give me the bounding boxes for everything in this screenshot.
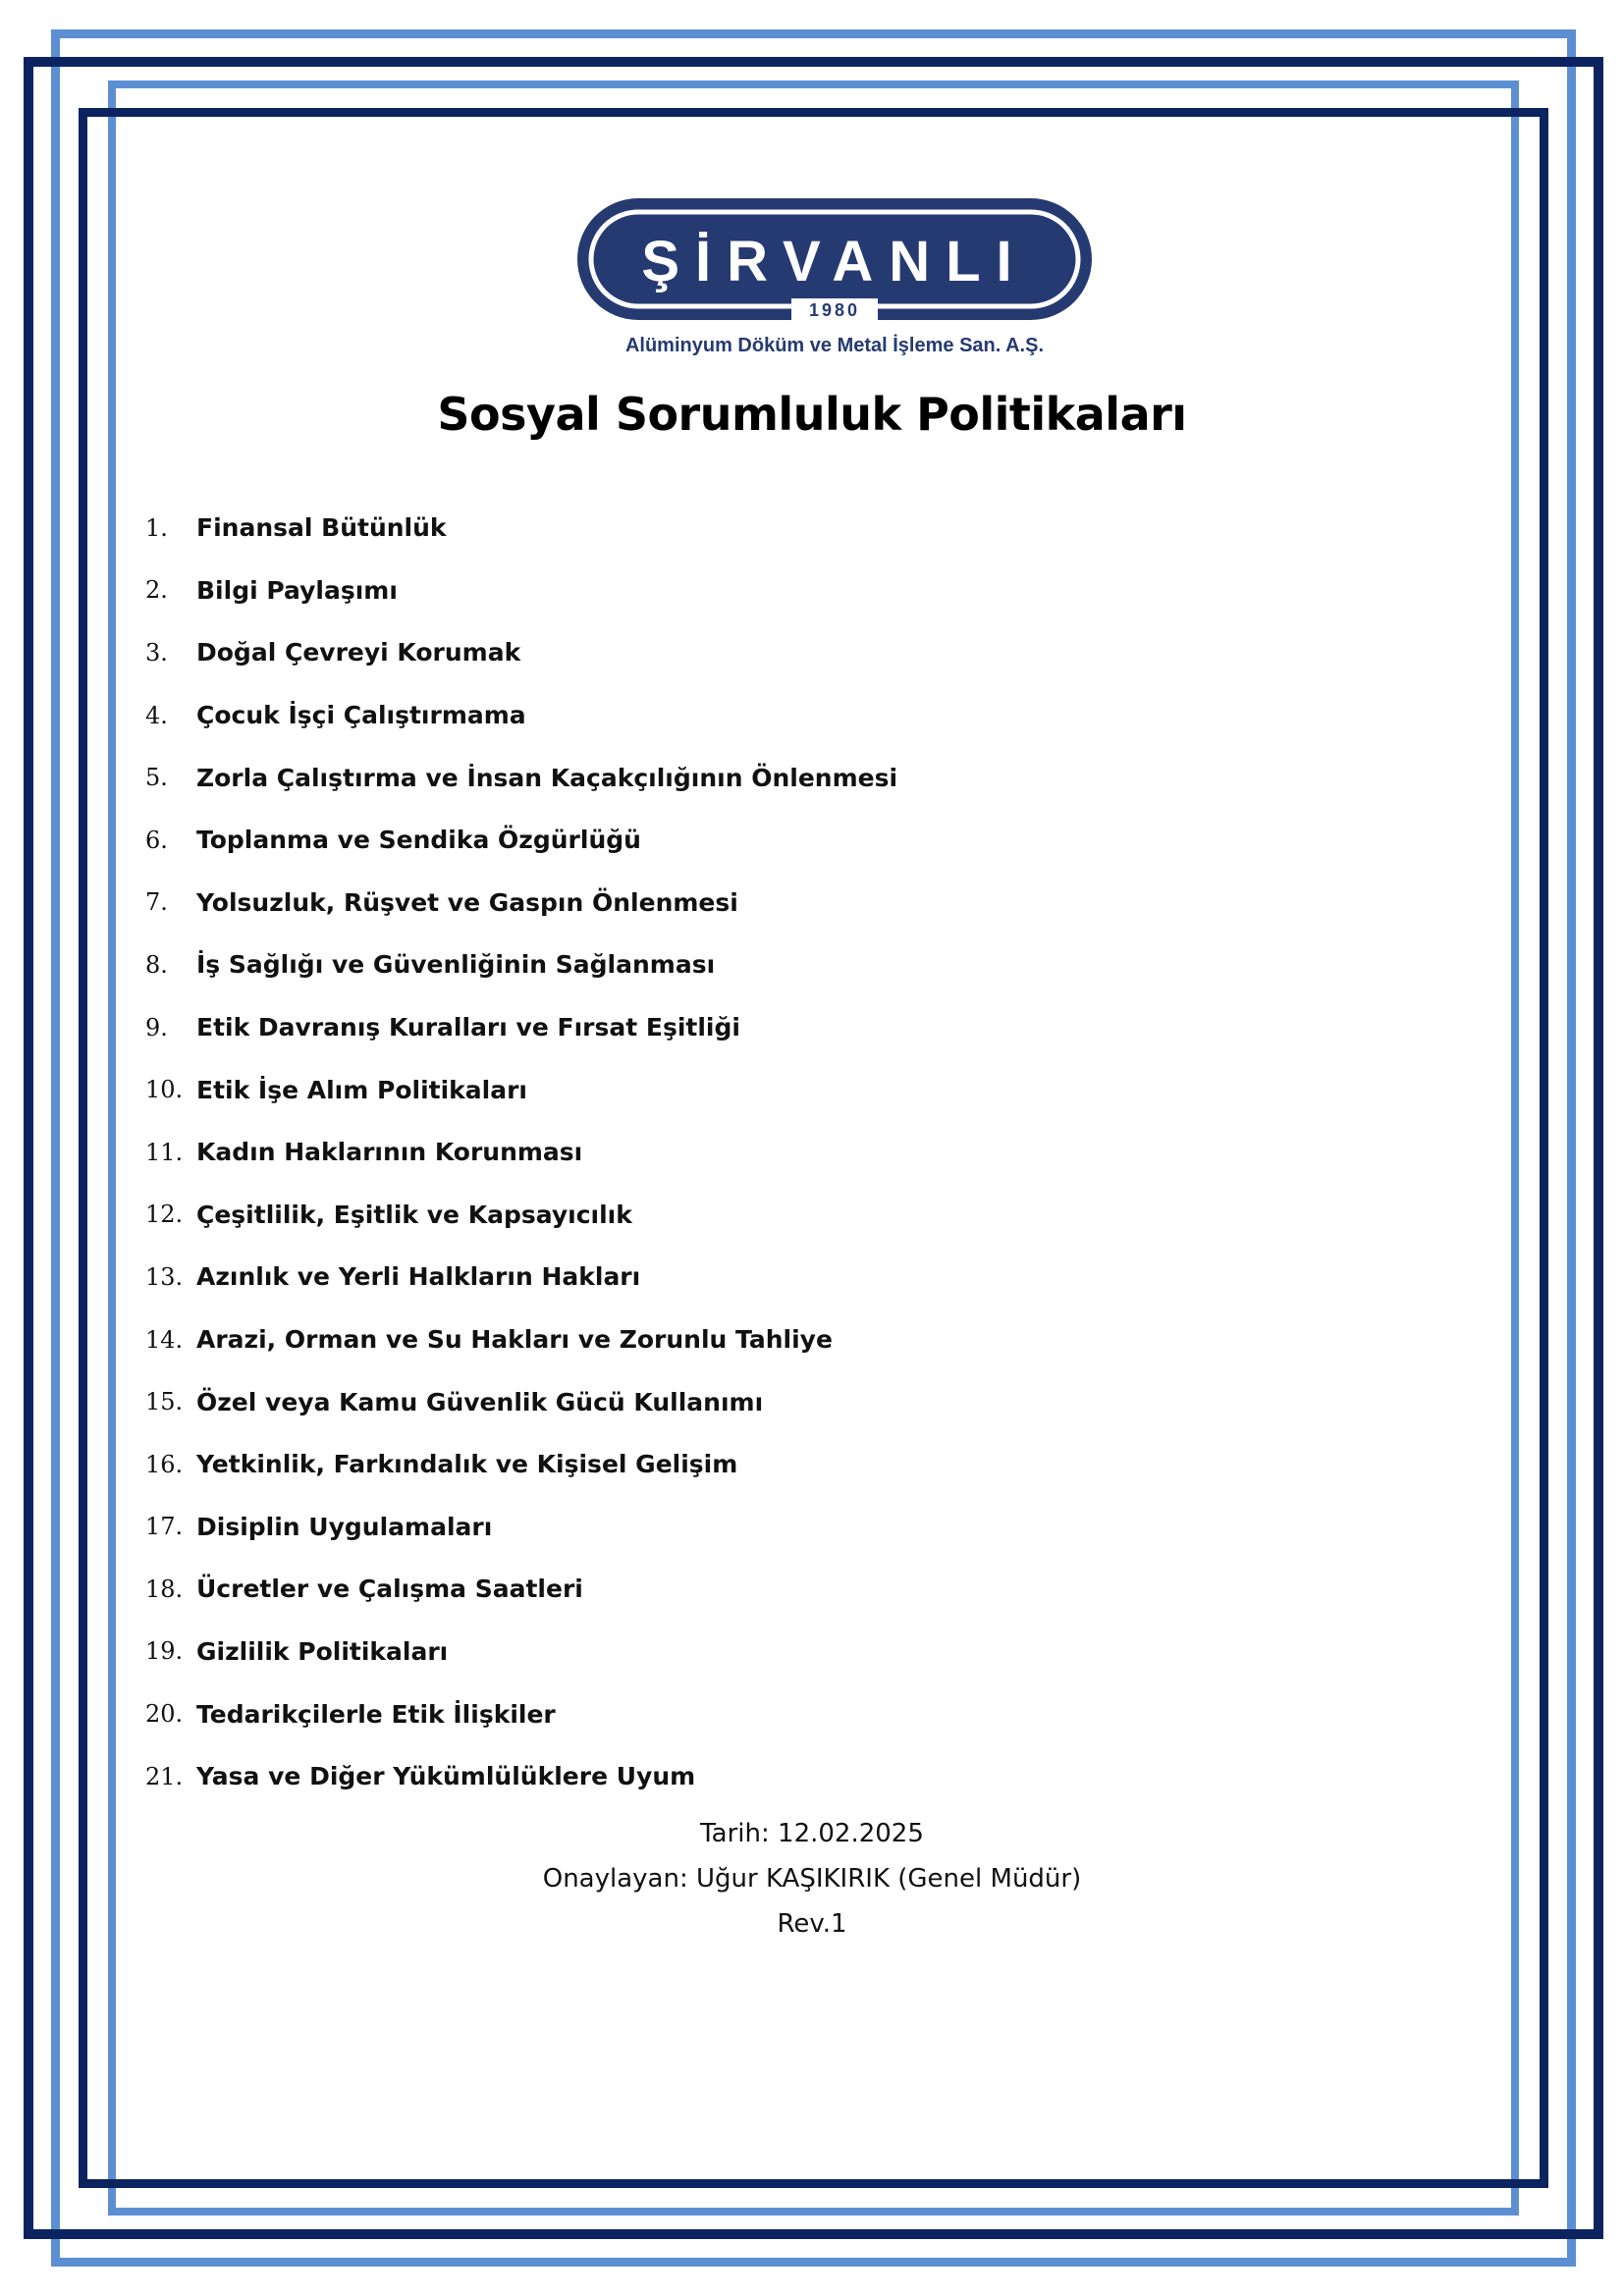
list-item xyxy=(145,1308,897,1371)
list-item-number: 4. xyxy=(145,701,168,729)
company-logo xyxy=(575,196,1094,361)
list-item-number: 14. xyxy=(145,1325,184,1354)
list-item-label: Zorla Çalıştırma ve İnsan Kaçakçılığının Önlenmesi xyxy=(196,763,898,792)
list-item-label: Etik Davranış Kuralları ve Fırsat Eşitliği xyxy=(196,1013,740,1042)
list-item-label: İş Sağlığı ve Güvenliğinin Sağlanması xyxy=(196,950,716,980)
approval-footer xyxy=(0,1811,1624,1947)
list-item-label: Arazi, Orman ve Su Hakları ve Zorunlu Tahliye xyxy=(196,1325,833,1355)
list-item-number: 17. xyxy=(145,1513,184,1541)
list-item xyxy=(145,621,897,684)
list-item-number: 1. xyxy=(145,513,168,542)
list-item xyxy=(145,872,897,934)
list-item-number: 13. xyxy=(145,1262,184,1291)
policy-list xyxy=(145,497,897,1807)
list-item-label: Gizlilik Politikaları xyxy=(196,1636,449,1666)
list-item-label: Toplanma ve Sendika Özgürlüğü xyxy=(196,826,641,855)
list-item xyxy=(145,1121,897,1184)
list-item-label: Ücretler ve Çalışma Saatleri xyxy=(196,1575,583,1604)
revision-line: Rev.1 xyxy=(777,1909,847,1939)
list-item-label: Yetkinlik, Farkındalık ve Kişisel Gelişim xyxy=(196,1450,738,1479)
list-item-label: Etik İşe Alım Politikaları xyxy=(196,1075,527,1104)
list-item-number: 9. xyxy=(145,1013,168,1041)
list-item xyxy=(145,1184,897,1247)
list-item xyxy=(145,809,897,872)
list-item-number: 7. xyxy=(145,888,168,917)
list-item xyxy=(145,934,897,996)
list-item xyxy=(145,684,897,747)
list-item xyxy=(145,1558,897,1621)
list-item xyxy=(145,1370,897,1433)
list-item-number: 18. xyxy=(145,1575,184,1603)
list-item xyxy=(145,1682,897,1745)
list-item-label: Tedarikçilerle Etik İlişkiler xyxy=(196,1699,556,1729)
date-line: Tarih: 12.02.2025 xyxy=(700,1819,924,1848)
list-item-label: Bilgi Paylaşımı xyxy=(196,575,398,605)
page-title: Sosyal Sorumluluk Politikaları xyxy=(437,388,1187,441)
list-item-label: Doğal Çevreyi Korumak xyxy=(196,638,521,667)
list-item-number: 6. xyxy=(145,826,168,854)
list-item-label: Yolsuzluk, Rüşvet ve Gaspın Önlenmesi xyxy=(196,887,738,917)
list-item xyxy=(145,1058,897,1121)
list-item-number: 20. xyxy=(145,1700,184,1729)
list-item-label: Finansal Bütünlük xyxy=(196,513,447,543)
list-item-number: 11. xyxy=(145,1138,184,1166)
list-item-label: Yasa ve Diğer Yükümlülüklere Uyum xyxy=(196,1762,696,1791)
list-item xyxy=(145,1621,897,1683)
list-item xyxy=(145,746,897,809)
list-item-label: Çocuk İşçi Çalıştırmama xyxy=(196,701,526,730)
list-item-number: 8. xyxy=(145,950,168,979)
list-item-label: Disiplin Uygulamaları xyxy=(196,1512,493,1541)
logo-year: 1980 xyxy=(808,300,861,320)
list-item-number: 5. xyxy=(145,764,168,792)
list-item xyxy=(145,1496,897,1559)
logo-tagline: Alüminyum Döküm ve Metal İşleme San. A.Ş. xyxy=(624,335,1045,356)
list-item-label: Azınlık ve Yerli Halkların Hakları xyxy=(196,1262,641,1292)
list-item xyxy=(145,996,897,1059)
list-item-number: 3. xyxy=(145,638,168,667)
list-item-number: 10. xyxy=(145,1076,184,1104)
list-item xyxy=(145,1246,897,1308)
list-item-label: Çeşitlilik, Eşitlik ve Kapsayıcılık xyxy=(196,1200,632,1229)
list-item-number: 15. xyxy=(145,1388,184,1416)
list-item-label: Kadın Haklarının Korunması xyxy=(196,1138,583,1167)
list-item-number: 2. xyxy=(145,576,168,605)
list-item xyxy=(145,497,897,560)
list-item-number: 16. xyxy=(145,1450,184,1478)
list-item xyxy=(145,1433,897,1496)
list-item-number: 21. xyxy=(145,1762,184,1790)
approver-line: Onaylayan: Uğur KAŞIKIRIK (Genel Müdür) xyxy=(542,1864,1082,1894)
list-item-number: 12. xyxy=(145,1201,184,1229)
list-item xyxy=(145,1745,897,1808)
list-item-label: Özel veya Kamu Güvenlik Gücü Kullanımı xyxy=(196,1387,764,1416)
list-item xyxy=(145,560,897,622)
logo-brand: ŞİRVANLI xyxy=(641,230,1028,294)
list-item-number: 19. xyxy=(145,1637,184,1666)
